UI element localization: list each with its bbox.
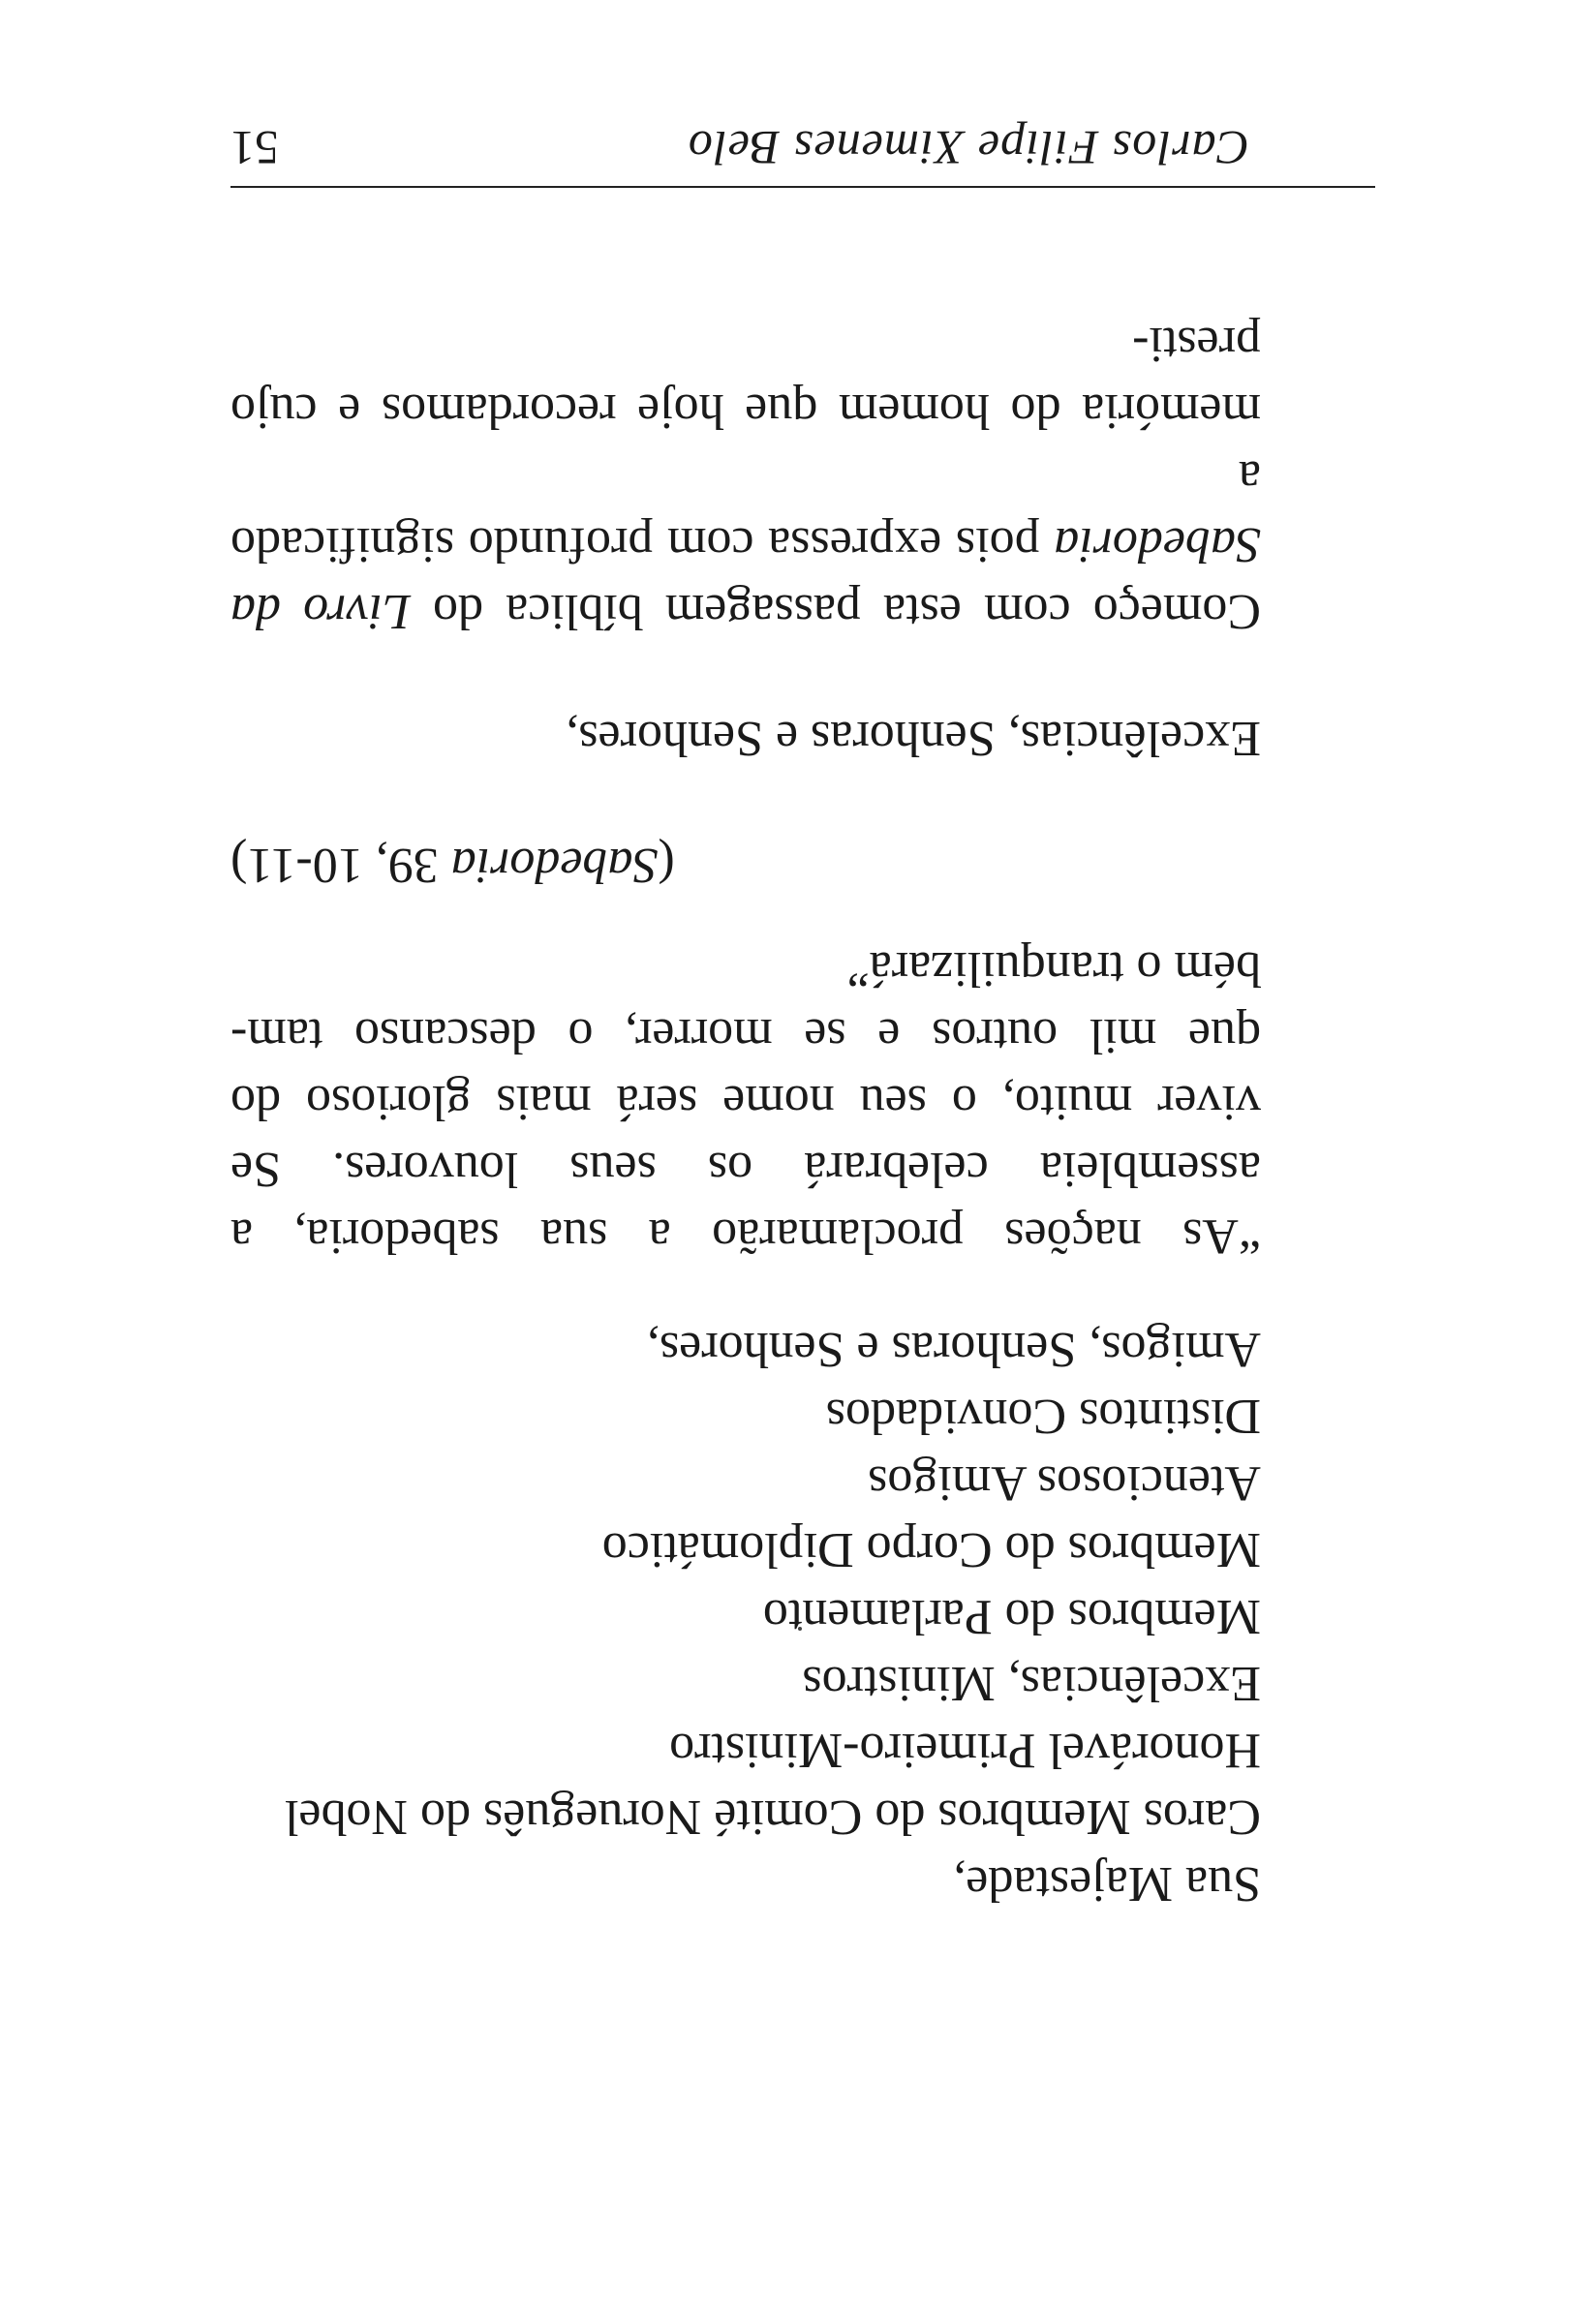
citation-book: Sabedoria bbox=[450, 838, 659, 893]
salutation-line: Honorável Primeiro-Ministro bbox=[669, 1723, 1261, 1778]
salutation-list bbox=[230, 1316, 1261, 1917]
quote-citation bbox=[230, 832, 1261, 899]
greeting-line: Excelências, Senhoras e Senhores, bbox=[566, 711, 1261, 766]
salutation-line: Distintos Convidados bbox=[825, 1389, 1261, 1444]
citation-open: ( bbox=[658, 838, 675, 893]
salutation-line: Membros do Parlamento bbox=[762, 1589, 1261, 1644]
paragraph-line: memória do homem que hoje recordamos e cujo presti- bbox=[230, 317, 1261, 439]
quote-line: viver muito, o seu nome será mais glorioso do bbox=[230, 1075, 1261, 1130]
salutation-line: Amigos, Senhoras e Senhores, bbox=[646, 1322, 1261, 1377]
citation-ref: 39, 10-11) bbox=[230, 838, 451, 893]
salutation-line: Atenciosos Amigos bbox=[868, 1455, 1261, 1511]
paragraph-line bbox=[230, 444, 1261, 578]
bible-quote bbox=[230, 935, 1261, 1269]
quote-line: assembleia celebrará os seus louvores. Se bbox=[230, 1142, 1261, 1197]
running-footer-author: Carlos Filipe Ximenes Belo bbox=[687, 121, 1249, 175]
page-body bbox=[230, 311, 1261, 1917]
book-title: Sabedoria bbox=[1054, 517, 1261, 572]
paragraph-text: Começo com esta passagem bíblica do bbox=[410, 584, 1261, 639]
opening-paragraph bbox=[230, 311, 1261, 645]
paragraph-line bbox=[230, 578, 1261, 645]
paragraph-text: pois expressa com profundo significado a bbox=[230, 450, 1261, 572]
quote-line: “As nações proclamarão a sua sabedoria, a bbox=[230, 1208, 1261, 1264]
quote-line: que mil outros e se morrer, o descanso tam- bbox=[230, 1008, 1261, 1063]
salutation-line: Excelências, Ministros bbox=[802, 1656, 1261, 1711]
book-title: Livro da bbox=[230, 584, 411, 639]
page-footer bbox=[230, 120, 1375, 188]
salutation-line: Membros do Corpo Diplomático bbox=[601, 1522, 1261, 1577]
salutation-line: Caros Membros do Comité Norueguês do Nobel bbox=[284, 1789, 1261, 1845]
salutation-line: Sua Majestade, bbox=[953, 1856, 1261, 1911]
page-number: 51 bbox=[230, 121, 279, 175]
quote-line: bém o tranquilizará” bbox=[846, 941, 1261, 996]
